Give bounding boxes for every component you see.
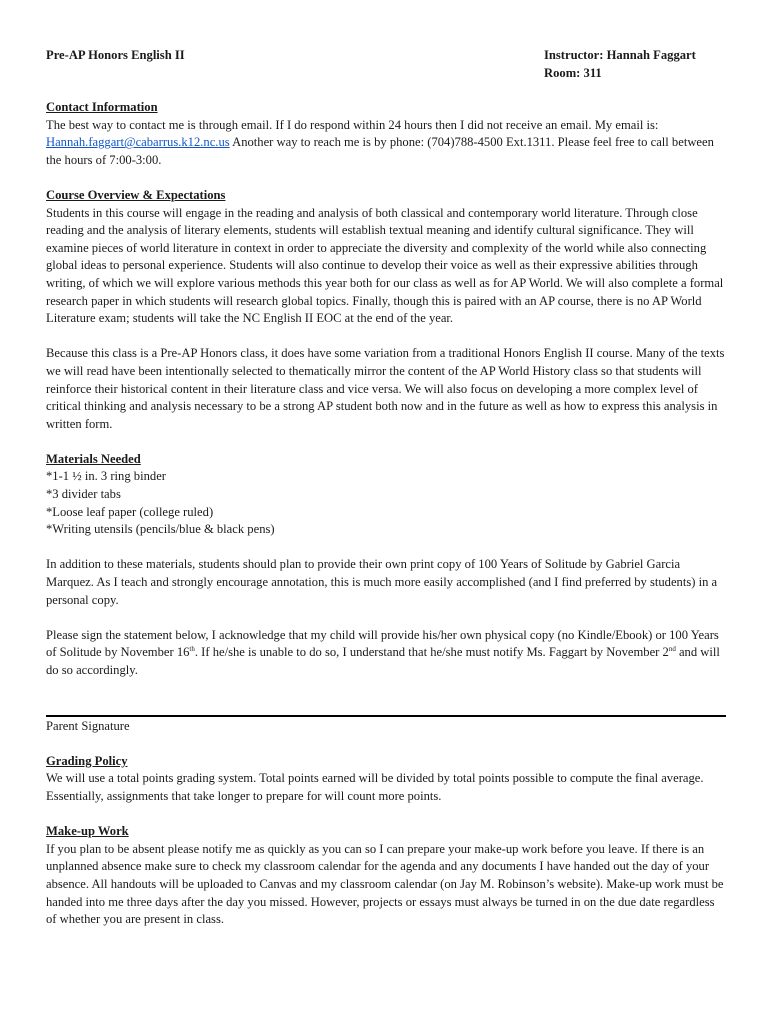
- ordinal-suffix: th: [189, 645, 195, 654]
- statement-text-3: and will do so accordingly.: [46, 645, 720, 677]
- contact-text-intro: The best way to contact me is through email. If I do respond within 24 hours then I did not receive an email. My email is:: [46, 117, 659, 132]
- signature-statement: [46, 627, 726, 680]
- materials-section: [46, 451, 726, 539]
- instructor-name: Instructor: Hannah Faggart: [544, 48, 696, 62]
- makeup-heading: Make-up Work: [46, 824, 129, 839]
- contact-heading: Contact Information: [46, 100, 158, 114]
- statement-text-1: Please sign the statement below, I acknowledge that my child will provide his/her own physical copy (no Kindle/Ebook) or 100 Years of Solitude by November 16: [46, 627, 719, 660]
- overview-section: [46, 187, 726, 328]
- grading-paragraph: We will use a total points grading system. Total points earned will be divided by total points possible to compute the final average. Essentially, assignments that take longer to prepare for will count more points.: [46, 771, 704, 803]
- overview-heading: Course Overview & Expectations: [46, 187, 226, 202]
- list-item: *Writing utensils (pencils/blue & black pens): [46, 522, 275, 537]
- course-title: Pre-AP Honors English II: [46, 48, 185, 62]
- overview-paragraph-1: Students in this course will engage in the reading and analysis of both classical and contemporary world literature. Through close reading and the analysis of literary elements, students will establish textual meaning and identify cultural significance. They will examine pieces of world literature in context in order to appreciate the diversity and complexity of the world while also connecting global ideas to personal experience. Students will also continue to develop their voice as well as their expressive abilities through writing, of which we will explore various methods this year both for our class as well as for AP World. We will also complete a formal research paper in which students will research global topics. Finally, though this is paired with an AP course, there is no AP World Literature exam; students will take the NC English II EOC at the end of the year.: [46, 205, 724, 326]
- contact-section: [46, 99, 726, 169]
- statement-text-2: . If he/she is unable to do so, I understand that he/she must notify Ms. Faggart by November 2: [194, 645, 669, 660]
- instructor-info: [544, 47, 696, 82]
- contact-text-phone: Another way to reach me is by phone: (704)788-4500 Ext.1311. Please feel free to call between the hours of 7:00-3:00.: [46, 135, 714, 167]
- book-paragraph: In addition to these materials, students should plan to provide their own print copy of 100 Years of Solitude by Gabriel Garcia Marquez. As I teach and strongly encourage annotation, this is much more easily accomplished (and I find preferred by students) in a personal copy.: [46, 557, 718, 607]
- signature-label: Parent Signature: [46, 718, 130, 733]
- ordinal-suffix: nd: [668, 645, 676, 654]
- materials-list: [46, 468, 726, 538]
- makeup-paragraph: If you plan to be absent please notify me as quickly as you can so I can prepare your make-up work before you leave. If there is an unplanned absence make sure to check my classroom calendar for the agenda and any documents I have handed out the day of your absence. All handouts will be uploaded to Canvas and my classroom calendar (on Jay M. Robinson’s website). Make-up work must be handed into me three days after the day you missed. However, projects or essays must always be turned in on the due date regardless of whether you are present in class.: [46, 841, 724, 927]
- grading-heading: Grading Policy: [46, 753, 128, 768]
- makeup-section: [46, 823, 726, 929]
- overview-section-2: [46, 345, 726, 433]
- signature-line[interactable]: [46, 715, 726, 717]
- materials-heading: Materials Needed: [46, 451, 141, 466]
- signature-paragraph: [46, 627, 726, 680]
- list-item: *3 divider tabs: [46, 487, 121, 502]
- email-link[interactable]: Hannah.faggart@cabarrus.k12.nc.us: [46, 135, 230, 150]
- list-item: *Loose leaf paper (college ruled): [46, 504, 214, 519]
- contact-paragraph: [46, 117, 726, 170]
- book-requirement: [46, 556, 726, 609]
- document-body: [46, 99, 726, 946]
- overview-paragraph-2: Because this class is a Pre-AP Honors class, it does have some variation from a traditional Honors English II course. Many of the texts we will read have been intentionally selected to thematically mirror the content of the AP World History class so that students will reinforce their historical content in their literature class and vice versa. We will also focus on developing a more complex level of critical thinking and analysis necessary to be a strong AP student both now and in the future as well as how to express this analysis in written form.: [46, 346, 725, 431]
- grading-section: [46, 753, 726, 806]
- room-number: Room: 311: [544, 65, 602, 80]
- list-item: *1-1 ½ in. 3 ring binder: [46, 469, 166, 484]
